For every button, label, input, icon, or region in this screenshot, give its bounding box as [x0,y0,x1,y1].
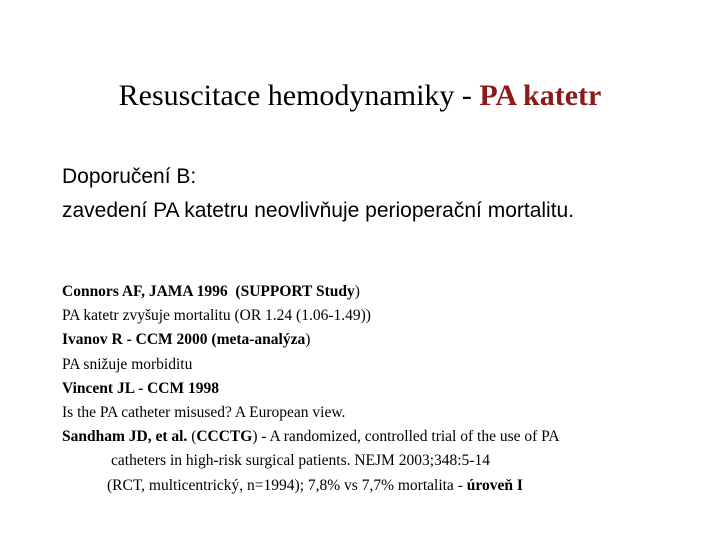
title-accent: PA katetr [479,79,602,112]
connors-finding: PA katetr zvyšuje mortalitu (OR 1.24 (1.06-1.49)) [62,307,371,325]
reference-sandham [62,425,560,449]
ivanov-close: ) [305,331,311,349]
sandham-group: CCCTG [196,428,253,446]
ivanov-study: (meta-analýza [211,331,306,349]
connors-close: ) [354,283,360,300]
sandham-level: úroveň I [466,476,523,494]
sandham-title: ) - A randomized, controlled trial of the use of PA [252,428,560,446]
sandham-open: ( [191,428,197,446]
slide-title [0,76,720,116]
ivanov-finding: PA snižuje morbiditu [62,355,193,373]
recommendation-heading: Doporučení B: [62,165,197,188]
sandham-details-line [62,474,560,498]
recommendation-text: zavedení PA katetru neovlivňuje perioperační mortalitu. [62,199,575,222]
ivanov-author: Ivanov R - CCM 2000 [62,331,208,349]
vincent-title: Is the PA catheter misused? A European view. [62,404,346,422]
reference-vincent [62,377,560,401]
connors-study: (SUPPORT Study [235,283,355,300]
sandham-author: Sandham JD, et al. [62,428,188,446]
vincent-author: Vincent JL - CCM 1998 [62,379,219,397]
references-list [62,280,560,498]
sandham-details: (RCT, multicentrický, n=1994); 7,8% vs 7,7% mortalita - [107,476,467,494]
title-main: Resuscitace hemodynamiky - [118,79,480,112]
reference-ivanov [62,328,560,352]
reference-connors [62,280,560,304]
recommendation-block [62,160,574,228]
connors-author: Connors AF, JAMA 1996 [62,283,228,300]
sandham-title-cont: catheters in high-risk surgical patients. NEJM 2003;348:5-14 [111,452,490,470]
